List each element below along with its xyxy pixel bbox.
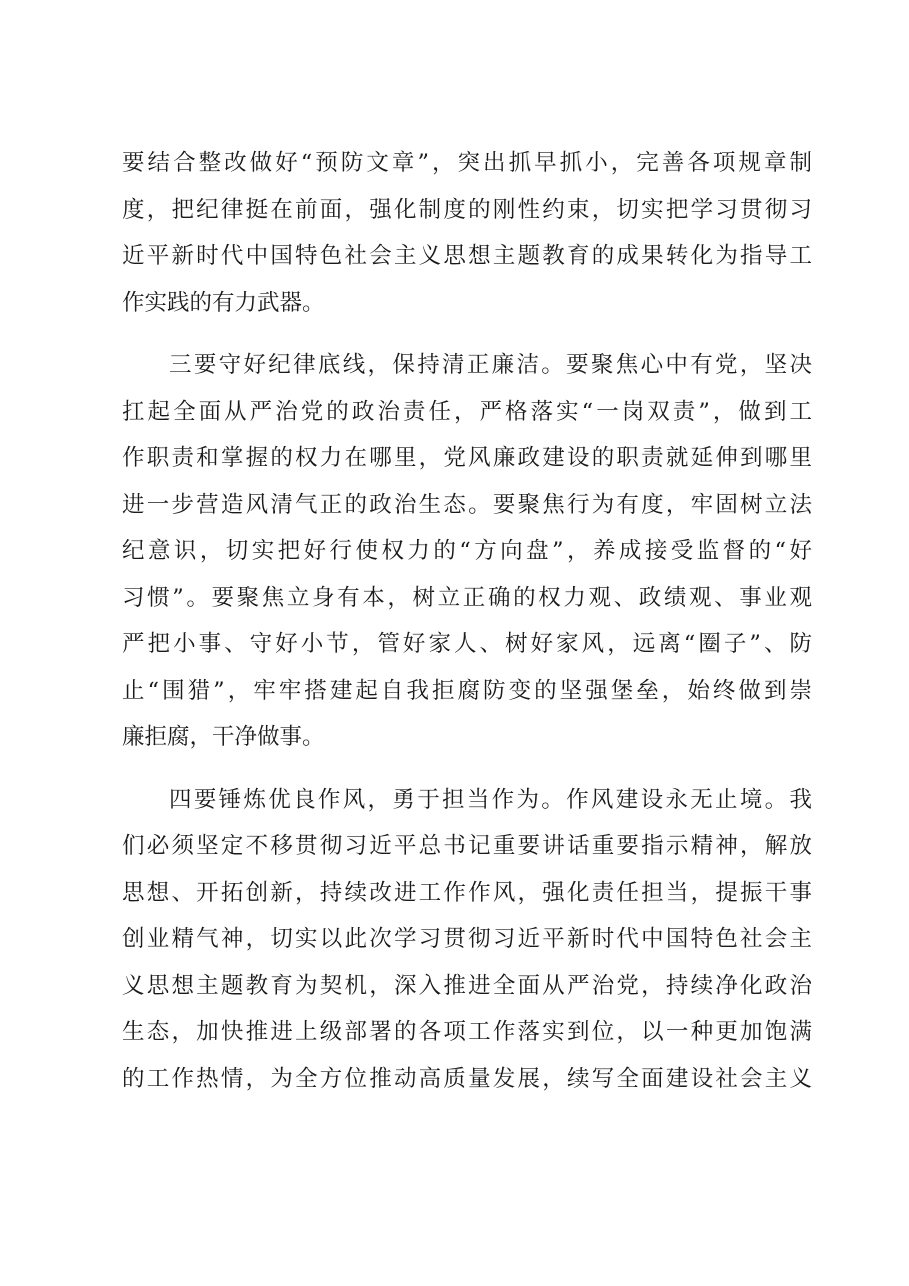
text-line: 扛起全面从严治党的政治责任，严格落实“一岗双责”，做到工: [122, 398, 812, 425]
text-line: 生态，加快推进上级部署的各项工作落实到位，以一种更加饱满: [122, 1019, 812, 1045]
text-line: 作职责和掌握的权力在哪里，党风廉政建设的职责就延伸到哪里: [122, 445, 812, 471]
text-line: 进一步营造风清气正的政治生态。要聚焦行为有度，牢固树立法: [122, 491, 812, 518]
text-line: 纪意识，切实把好行使权力的“方向盘”，养成接受监督的“好: [122, 538, 812, 564]
paragraph-2: [122, 342, 812, 761]
document-body: [122, 140, 812, 1102]
text-line: 们必须坚定不移贯彻习近平总书记重要讲话重要指示精神，解放: [122, 833, 812, 859]
text-line: 近平新时代中国特色社会主义思想主题教育的成果转化为指导工: [122, 243, 812, 269]
text-line: 义思想主题教育为契机，深入推进全面从严治党，持续净化政治: [122, 972, 812, 999]
text-line: 廉拒腐，干净做事。: [122, 724, 325, 750]
text-line: 思想、开拓创新，持续改进工作作风，强化责任担当，提振干事: [122, 879, 812, 906]
text-line: 三要守好纪律底线，保持清正廉洁。要聚焦心中有党，坚决: [169, 352, 812, 378]
text-line: 止“围猎”，牢牢搭建起自我拒腐防变的坚强堡垒，始终做到崇: [122, 677, 812, 704]
paragraph-spacer: [122, 761, 812, 777]
text-line: 习惯”。要聚焦立身有本，树立正确的权力观、政绩观、事业观: [122, 584, 812, 611]
text-line: 的工作热情，为全方位推动高质量发展，续写全面建设社会主义: [122, 1065, 812, 1092]
paragraph-1: [122, 140, 812, 326]
paragraph-spacer: [122, 326, 812, 342]
text-line: 度，把纪律挺在前面，强化制度的刚性约束，切实把学习贯彻习: [122, 196, 812, 223]
text-line: 四要锤炼优良作风，勇于担当作为。作风建设永无止境。我: [169, 786, 812, 813]
text-line: 严把小事、守好小节，管好家人、树好家风，远离“圈子”、防: [122, 631, 812, 657]
text-line: 要结合整改做好“预防文章”，突出抓早抓小，完善各项规章制: [122, 150, 812, 176]
text-line: 作实践的有力武器。: [122, 289, 325, 316]
text-line: 创业精气神，切实以此次学习贯彻习近平新时代中国特色社会主: [122, 926, 812, 952]
paragraph-3: [122, 777, 812, 1103]
